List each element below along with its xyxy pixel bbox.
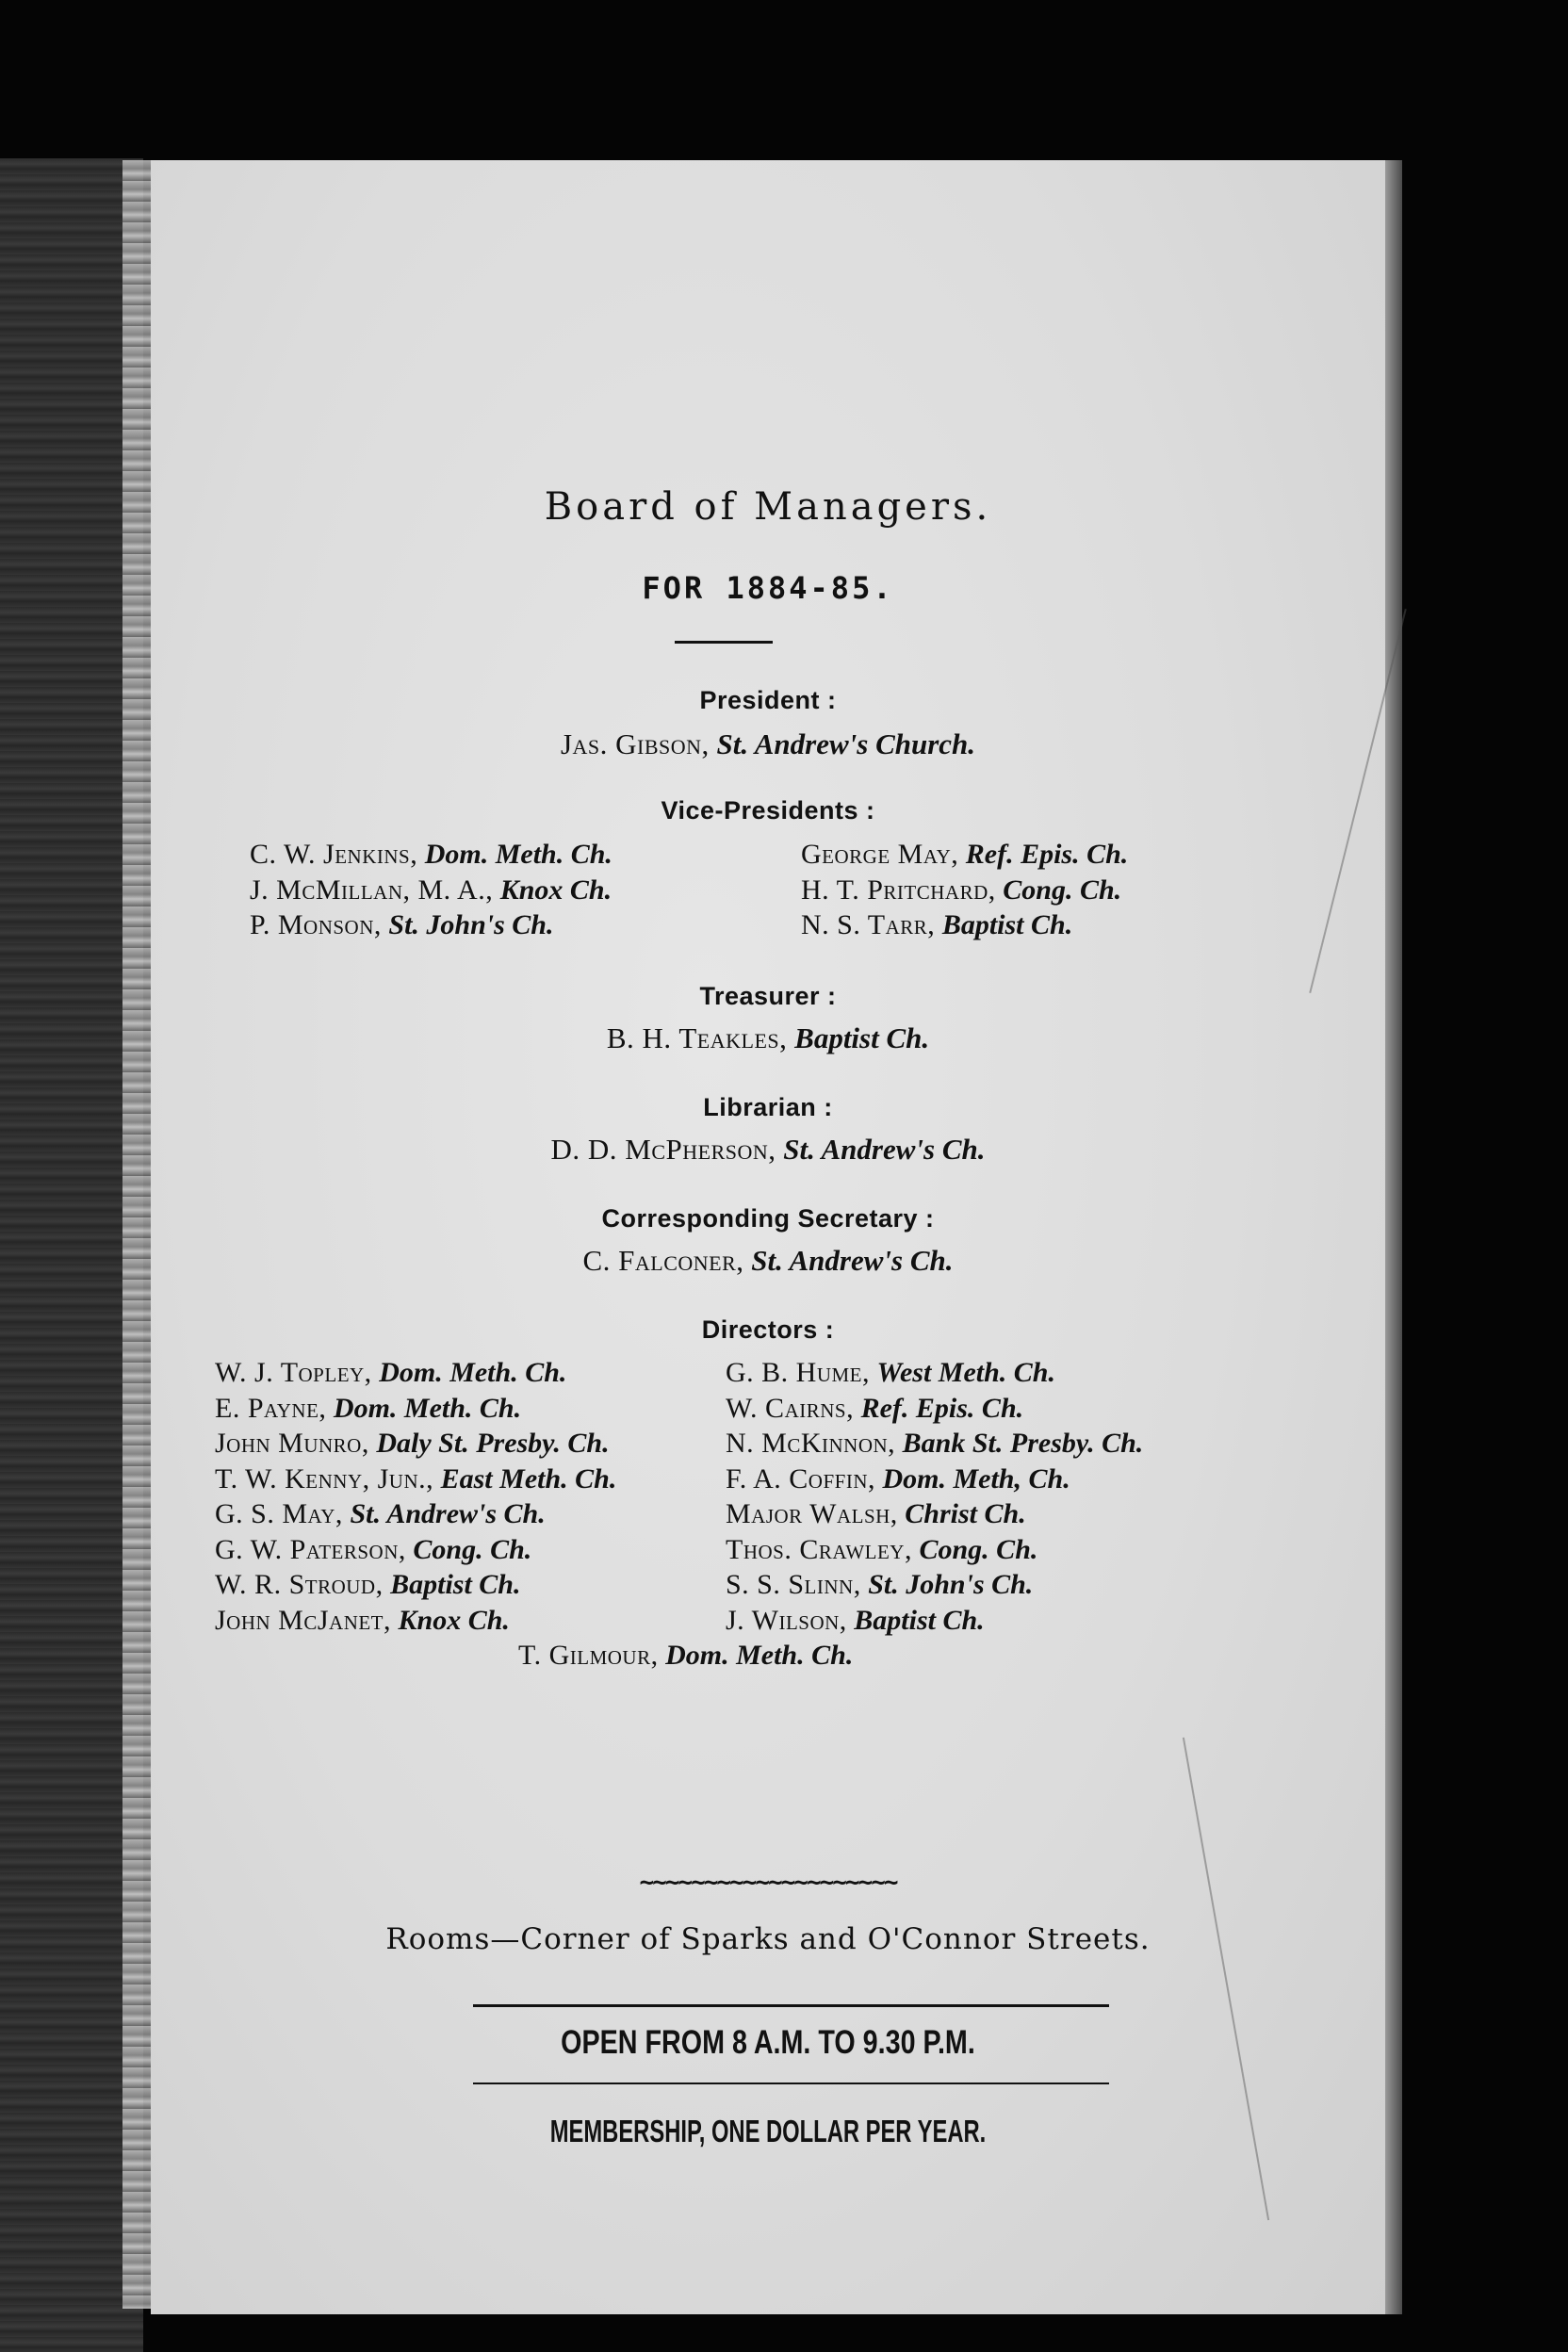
secretary-heading: Corresponding Secretary :: [601, 1204, 935, 1233]
list-item: P. Monson, St. John's Ch.: [250, 909, 554, 940]
president-entry: [151, 727, 1385, 761]
treasurer-church: Baptist Ch.: [794, 1021, 930, 1054]
list-item: G. B. Hume, West Meth. Ch.: [726, 1357, 1055, 1388]
list-item: Major Walsh, Christ Ch.: [726, 1498, 1026, 1529]
page-content: [151, 160, 1385, 2314]
vice-presidents-left-column: [250, 837, 612, 943]
librarian-church: St. Andrew's Ch.: [783, 1133, 986, 1166]
librarian-heading: Librarian :: [703, 1093, 833, 1121]
list-item: Thos. Crawley, Cong. Ch.: [726, 1533, 1038, 1565]
list-item: W. J. Topley, Dom. Meth. Ch.: [215, 1357, 567, 1388]
secretary-name: C. Falconer,: [582, 1244, 744, 1277]
president-church: St. Andrew's Church.: [716, 727, 976, 760]
list-item: John Munro, Daly St. Presby. Ch.: [215, 1428, 610, 1459]
directors-heading: Directors :: [701, 1315, 835, 1344]
list-item: J. McMillan, M. A., Knox Ch.: [250, 874, 612, 906]
directors-left-column: [215, 1355, 616, 1638]
hours-bottom-rule: [473, 2082, 1109, 2084]
membership-fee: MEMBERSHIP, ONE DOLLAR PER YEAR.: [549, 2114, 987, 2148]
page-right-edge: [1385, 160, 1402, 2314]
vice-presidents-heading: Vice-Presidents :: [661, 796, 875, 825]
list-item: F. A. Coffin, Dom. Meth, Ch.: [726, 1462, 1070, 1494]
list-item: J. Wilson, Baptist Ch.: [726, 1604, 985, 1636]
librarian-name: D. D. McPherson,: [550, 1133, 776, 1166]
directors-last-entry: T. Gilmour, Dom. Meth. Ch.: [518, 1640, 854, 1671]
page-subtitle: FOR 1884-85.: [642, 570, 894, 606]
rooms-address: Rooms—Corner of Sparks and O'Connor Streets.: [385, 1922, 1151, 1956]
secretary-entry: [151, 1244, 1385, 1278]
list-item: S. S. Slinn, St. John's Ch.: [726, 1569, 1034, 1600]
treasurer-entry: [151, 1021, 1385, 1055]
list-item: W. R. Stroud, Baptist Ch.: [215, 1569, 521, 1600]
opening-hours: OPEN FROM 8 A.M. TO 9.30 P.M.: [561, 2024, 975, 2061]
hours-top-rule: [473, 2004, 1109, 2007]
list-item: N. McKinnon, Bank St. Presby. Ch.: [726, 1428, 1144, 1459]
torn-page-edge: [122, 160, 151, 2309]
directors-right-column: [726, 1355, 1143, 1638]
treasurer-name: B. H. Teakles,: [606, 1021, 788, 1054]
ornamental-divider: ~~~~~~~~~~~~~~~~~~~~: [639, 1869, 897, 1897]
librarian-entry: [151, 1133, 1385, 1167]
president-name: Jas. Gibson,: [560, 727, 710, 760]
list-item: George May, Ref. Epis. Ch.: [801, 839, 1129, 870]
list-item: G. W. Paterson, Cong. Ch.: [215, 1533, 532, 1565]
list-item: W. Cairns, Ref. Epis. Ch.: [726, 1392, 1024, 1424]
list-item: N. S. Tarr, Baptist Ch.: [801, 909, 1073, 940]
secretary-church: St. Andrew's Ch.: [751, 1244, 954, 1277]
list-item: E. Payne, Dom. Meth. Ch.: [215, 1392, 522, 1424]
vice-presidents-right-column: [801, 837, 1128, 943]
list-item: C. W. Jenkins, Dom. Meth. Ch.: [250, 839, 612, 870]
title-divider: [675, 641, 773, 644]
page-title: Board of Managers.: [544, 485, 992, 529]
president-heading: President :: [699, 686, 837, 714]
list-item: G. S. May, St. Andrew's Ch.: [215, 1498, 546, 1529]
list-item: H. T. Pritchard, Cong. Ch.: [801, 874, 1122, 906]
list-item: T. W. Kenny, Jun., East Meth. Ch.: [215, 1462, 617, 1494]
treasurer-heading: Treasurer :: [699, 982, 837, 1010]
list-item: John McJanet, Knox Ch.: [215, 1604, 510, 1636]
